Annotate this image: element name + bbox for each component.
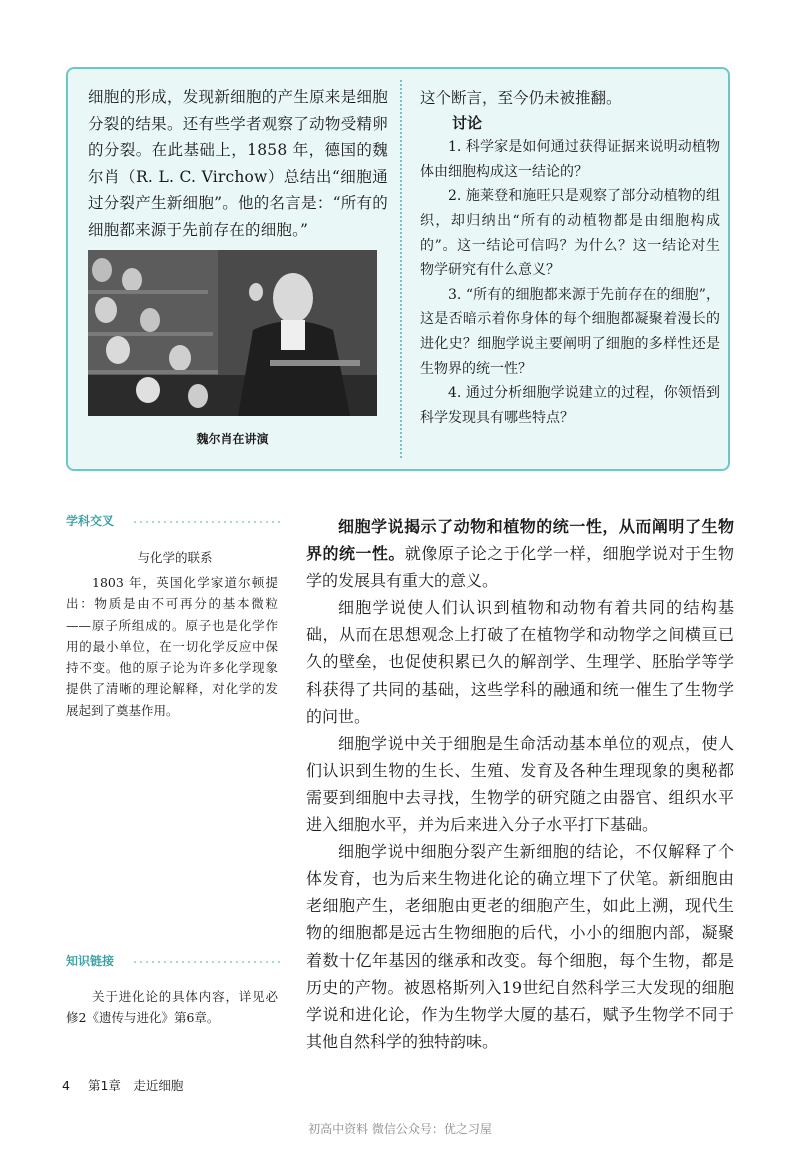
virchow-paragraph: 细胞的形成，发现新细胞的产生原来是细胞分裂的结果。还有些学者观察了动物受精卵的分裂。在此基础上，1858 年，德国的魏尔肖（R. L. C. Virchow）总结出“细胞通过分裂产生新细胞”。他的名言是：“所有的细胞都来源于先前存在的细胞。”	[88, 88, 388, 239]
discussion-question-3: 3. “所有的细胞都来源于先前存在的细胞”，这是否暗示着你身体的每个细胞都凝聚着漫长的进化史？细胞学说主要阐明了细胞的多样性还是生物界的统一性？	[420, 286, 720, 377]
main-paragraph-2: 细胞学说使人们认识到植物和动物有着共同的结构基础，从而在思想观念上打破了在植物学和动物学之间横亘已久的壁垒，也促使积累已久的解剖学、生理学、胚胎学等学科获得了共同的基础，这些学科的融通和统一催生了生物学的问世。	[306, 598, 734, 726]
box-left-text	[88, 84, 388, 243]
continued-text: 这个断言，至今仍未被推翻。	[420, 89, 622, 107]
knowledge-link-title: 知识链接	[66, 954, 115, 968]
cross-discipline-subtitle: 与化学的联系	[137, 550, 213, 565]
main-paragraph-4: 细胞学说中细胞分裂产生新细胞的结论，不仅解释了个体发育，也为后来生物进化论的确立埋下了伏笔。新细胞由老细胞产生，老细胞由更老的细胞产生，如此上溯，现代生物的细胞都是远古生物细胞的后代，小小的细胞内部，凝聚着数十亿年基因的继承和改变。每个细胞，每个生物，都是历史的产物。被恩格斯列入19世纪自然科学三大发现的细胞学说和进化论，作为生物学大厦的基石，赋予生物学不同于其他自然科学的独特韵味。	[306, 842, 734, 1051]
main-paragraph-1-bold: 细胞学说揭示了动物和植物的统一性，从而阐明了生物界的统一性。	[306, 517, 734, 564]
page-footer	[62, 1076, 183, 1094]
main-paragraph-3: 细胞学说中关于细胞是生命活动基本单位的观点，使人们认识到生物的生长、生殖、发育及各种生理现象的奥秘都需要到细胞中去寻找，生物学的研究随之由器官、组织水平进入细胞水平，并为后来进入分子水平打下基础。	[306, 733, 734, 835]
chapter-label: 第1章 走近细胞	[87, 1078, 184, 1093]
discussion-column	[420, 86, 720, 430]
knowledge-link-rule	[132, 959, 282, 965]
virchow-lecture-photo	[88, 250, 377, 416]
cross-discipline-body	[66, 572, 278, 721]
main-paragraph-1	[306, 513, 734, 594]
knowledge-link-text: 关于进化论的具体内容，详见必修2《遗传与进化》第6章。	[66, 989, 278, 1026]
dalton-text: 1803 年，英国化学家道尔顿提出：物质是由不可再分的基本微粒——原子所组成的。原子也是化学作用的最小单位，在一切化学反应中保持不变。他的原子论为许多化学现象提供了清晰的理论解释，对化学的发展起到了奠基作用。	[66, 575, 278, 718]
main-text	[306, 513, 734, 1055]
discussion-title: 讨论	[452, 113, 483, 132]
watermark-text: 初高中资料 微信公众号：优之习屋	[308, 1122, 492, 1136]
cross-discipline-title: 学科交叉	[66, 514, 115, 528]
cross-discipline-rule	[132, 519, 282, 525]
knowledge-link-body	[66, 986, 278, 1029]
discussion-question-4: 4. 通过分析细胞学说建立的过程，你领悟到科学发现具有哪些特点？	[420, 385, 720, 426]
discussion-question-2: 2. 施莱登和施旺只是观察了部分动植物的组织，却归纳出“所有的动植物都是由细胞构成的”。这一结论可信吗？为什么？这一结论对生物学研究有什么意义？	[420, 188, 720, 279]
discussion-question-1: 1. 科学家是如何通过获得证据来说明动植物体由细胞构成这一结论的？	[420, 139, 720, 180]
lecture-illustration	[88, 250, 377, 416]
main-paragraph-1-rest: 就像原子论之于化学一样，细胞学说对于生物学的发展具有重大的意义。	[306, 544, 734, 591]
page-number: 4	[62, 1078, 70, 1093]
box-divider	[400, 80, 402, 458]
photo-caption: 魏尔肖在讲演	[196, 432, 269, 446]
